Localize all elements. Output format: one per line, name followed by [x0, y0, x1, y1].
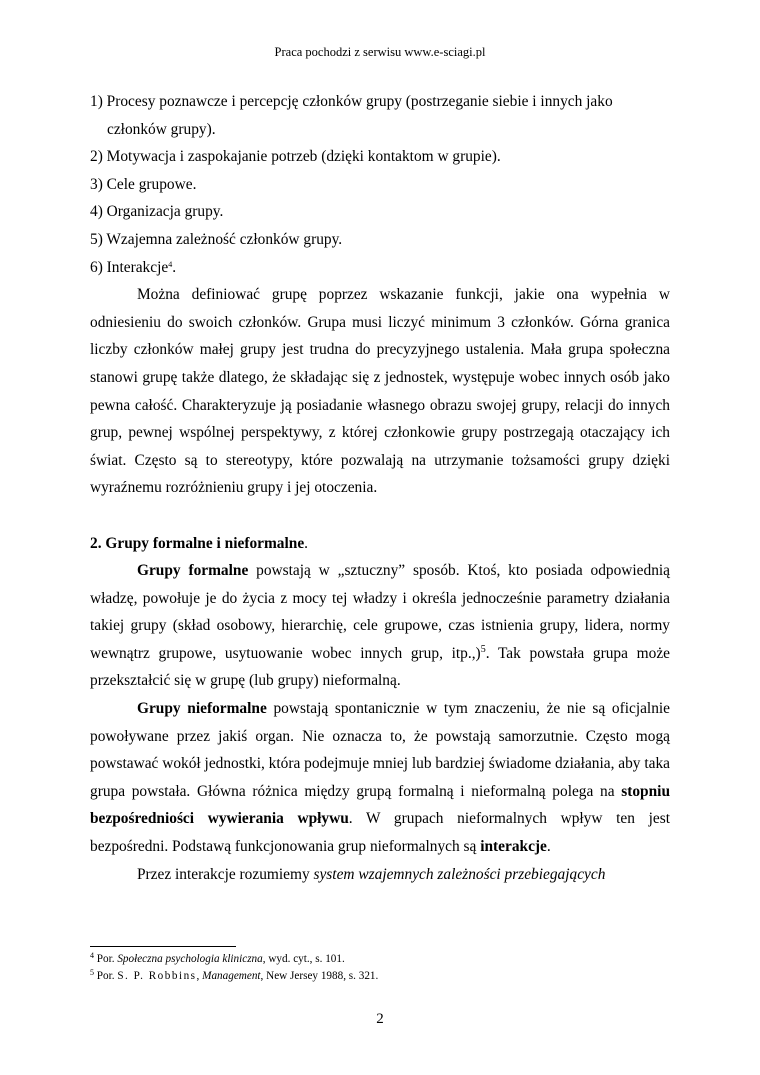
footnote-text: , New Jersey 1988, s. 321. — [260, 970, 379, 982]
paragraph-informal-groups — [90, 695, 670, 861]
term-informal-groups: Grupy nieformalne — [137, 700, 267, 718]
section-heading — [90, 530, 670, 558]
body-text — [90, 88, 670, 888]
list-item: 1) Procesy poznawcze i percepcję członków grupy (postrzeganie siebie i innych jako członków grupy). — [90, 93, 613, 138]
footnote-text: , wyd. cyt., s. 101. — [262, 953, 345, 965]
paragraph-italic: system wzajemnych zależności przebiegających — [313, 865, 606, 883]
footnote-ref: 4 — [168, 259, 173, 269]
list-item: 3) Cele grupowe. — [90, 175, 197, 193]
term-formal-groups: Grupy formalne — [137, 562, 249, 580]
footnote — [90, 951, 670, 968]
footnote-text: , — [196, 970, 203, 982]
footnote-number: 4 — [90, 951, 94, 960]
footnotes — [90, 951, 670, 985]
footnote-text: Por. — [94, 953, 118, 965]
page-number: 2 — [376, 1011, 384, 1027]
paragraph-interactions — [90, 861, 670, 889]
section-title-end: . — [304, 534, 309, 552]
footnote — [90, 968, 670, 985]
paragraph-text: . — [546, 838, 551, 856]
term-interactions: interakcje — [480, 838, 547, 856]
footnote-title: Management — [202, 970, 261, 982]
paragraph-text: powstają w „sztuczny” sposób. Ktoś, kto posiada odpowiednią władzę, powołuje je do życia z mocy tej władzy i określa jednocześnie parametry działania takiej grupy (skład osobowy, hierarchię, cele grupowe, czas istnienia grupy, lidera, normy wewnątrz grupowe, usytuowanie wobec innych grup, itp.,) — [90, 562, 670, 662]
list-item: 4) Organizacja grupy. — [90, 203, 224, 221]
term-influence: stopniu bezpośredniości wywierania wpływu — [90, 782, 670, 828]
list-item-text: 6) Interakcje — [90, 258, 169, 276]
section-title: 2. Grupy formalne i nieformalne — [90, 534, 305, 552]
paragraph-group-definition: Można definiować grupę poprzez wskazanie funkcji, jakie ona wypełnia w odniesieniu do swoich członków. Grupa musi liczyć minimum 3 członków. Górna granica liczby członków małej grupy jest trudna do precyzyjnego ustalenia. Mała grupa społeczna stanowi grupę także dlatego, że składając się z jednostek, występuje wobec innych osób jako pewna całość. Charakteryzuje ją posiadanie własnego obrazu swojej grupy, relacji do innych grup, pewnej wspólnej perspektywy, z której członkowie grupy postrzegają otaczający ich świat. Często są to stereotypy, które pozwalają na utrzymanie tożsamości grupy dzięki wyraźnemu rozróżnieniu grupy i jej otoczenia. — [90, 286, 670, 497]
footnote-number: 5 — [90, 968, 94, 977]
list-item: 2) Motywacja i zaspokajanie potrzeb (dzięki kontaktom w grupie). — [90, 148, 501, 166]
list-item: 5) Wzajemna zależność członków grupy. — [90, 230, 343, 248]
list-item — [90, 254, 670, 282]
footnote-divider — [90, 946, 236, 947]
footnote-title: Społeczna psychologia kliniczna — [117, 953, 263, 965]
footnote-ref: 5 — [480, 643, 486, 655]
list-item-end: . — [172, 258, 177, 276]
page-header: Praca pochodzi z serwisu www.e-sciagi.pl — [274, 45, 486, 59]
paragraph-text: Przez interakcje rozumiemy — [137, 865, 314, 883]
paragraph-text: . Tak powstała grupa może przekształcić się w grupę (lub grupy) nieformalną. — [90, 644, 670, 690]
paragraph-text: . W grupach nieformalnych wpływ ten jest bezpośredni. Podstawą funkcjonowania grup nieformalnych są — [90, 810, 670, 856]
footnote-text: Por. — [94, 970, 118, 982]
paragraph-formal-groups — [90, 557, 670, 695]
paragraph-text: powstają spontanicznie w tym znaczeniu, że nie są oficjalnie powoływane przez jakiś organ. Nie oznacza to, że powstają samorzutnie. Często mogą powstawać wokół jednostki, która podejmuje mniej lub bardziej świadome działania, aby taka grupa powstała. Główna różnica między grupą formalną i nieformalną polega na — [90, 700, 670, 800]
footnote-author: S. P. Robbins — [117, 970, 197, 982]
